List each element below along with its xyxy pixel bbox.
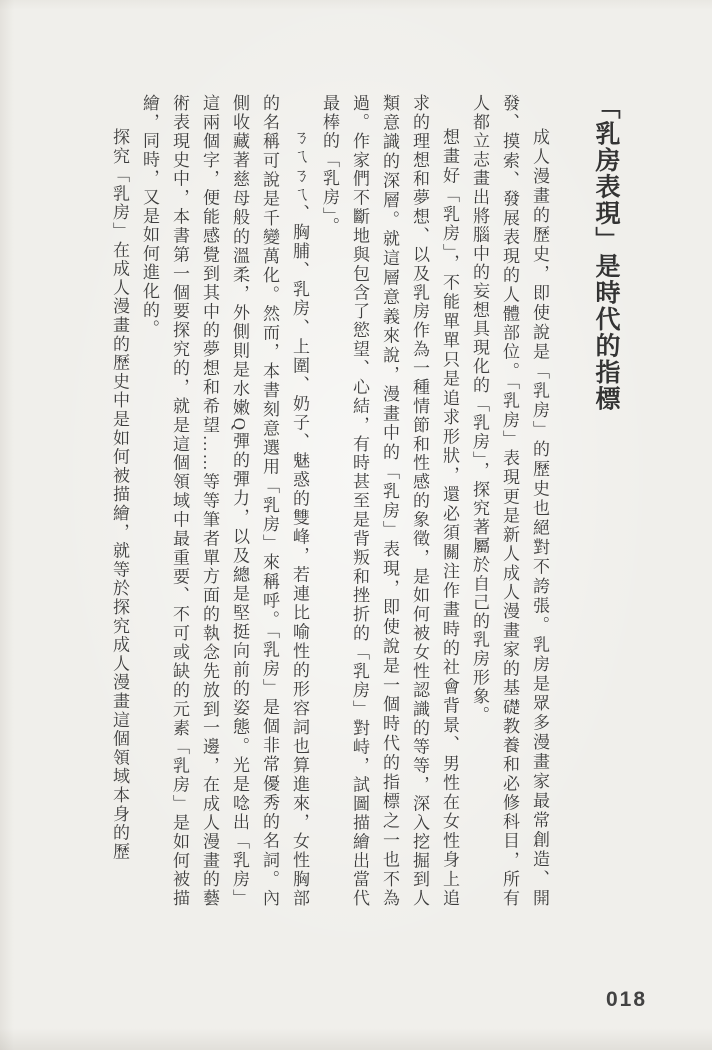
page-number: 018 xyxy=(606,988,648,1011)
paragraph-1: 成人漫畫的歷史，即使說是「乳房」的歷史也絕對不誇張。乳房是眾多漫畫家最常創造、開發、摸索、發展表現的人體部位。「乳房」表現更是新人成人漫畫家的基礎教養和必修科目，所有人都立志畫出將腦中的妄想具現化的「乳房」，探究著屬於自己的乳房形象。 xyxy=(470,94,549,908)
paragraph-2: 想畫好「乳房」，不能單單只是追求形狀，還必須關注作畫時的社會背景、男性在女性身上追求的理想和夢想、以及乳房作為一種情節和性感的象徵，是如何被女性認識的等等，深入挖掘到人類意識的深層。就這層意義來說，漫畫中的「乳房」表現，即使說是一個時代的指標之一也不為過。作家們不斷地與包含了慾望、心結，有時甚至是背叛和挫折的「乳房」對峙，試圖描繪出當代最棒的「乳房」。 xyxy=(320,94,459,908)
paragraph-4: 探究「乳房」在成人漫畫的歷史中是如何被描繪，就等於探究成人漫畫這個領域本身的歷 xyxy=(110,128,129,862)
article xyxy=(104,94,624,908)
paragraph-3: ㄋㄟㄋㄟ、胸脯、乳房、上圍、奶子、魅惑的雙峰，若連比喻性的形容詞也算進來，女性胸部的名稱可說是千變萬化。然而，本書刻意選用「乳房」來稱呼。「乳房」是個非常優秀的名詞。內側收藏著慈母般的溫柔，外側則是水嫩Q彈的彈力，以及總是堅挺向前的姿態。光是唸出「乳房」這兩個字，便能感覺到其中的夢想和希望……等等筆者單方面的執念先放到一邊，在成人漫畫的藝術表現史中，本書第一個要探究的，就是這個領域中最重要、不可或缺的元素「乳房」是如何被描繪，同時，又是如何進化的。 xyxy=(140,94,309,908)
article-title: 「乳房表現」是時代的指標 xyxy=(592,94,619,412)
